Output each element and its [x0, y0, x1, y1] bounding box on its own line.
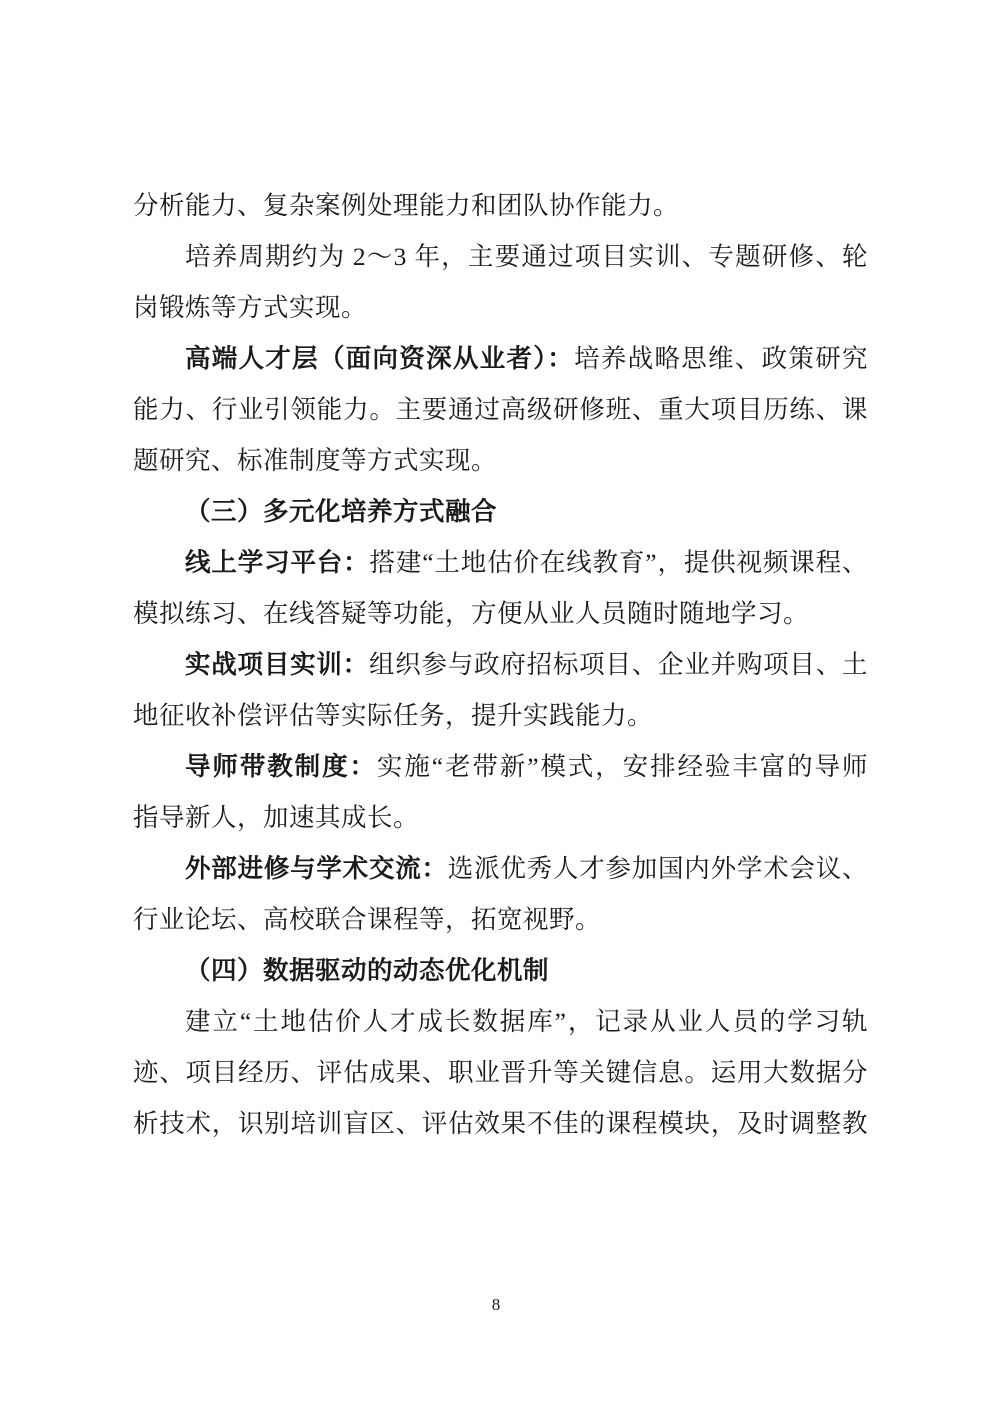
- text-run: 选派优秀人才参加国内外学术会议、: [447, 854, 868, 883]
- text-run: 能力、行业引领能力。主要通过高级研修班、重大项目历练、课: [133, 395, 868, 424]
- text-run: 行业论坛、高校联合课程等，拓宽视野。: [133, 905, 602, 934]
- bold-label: 高端人才层（面向资深从业者）：: [185, 344, 575, 373]
- text-line: [133, 180, 868, 231]
- text-line: [133, 843, 868, 894]
- text-line: [133, 231, 868, 282]
- text-line: [133, 588, 868, 639]
- document-body: [133, 180, 868, 1149]
- text-run: 培养周期约为 2～3 年，主要通过项目实训、专题研修、轮: [185, 242, 868, 271]
- text-run: 题研究、标准制度等方式实现。: [133, 446, 498, 475]
- text-line: [133, 1098, 868, 1149]
- section-heading: [133, 945, 868, 996]
- text-line: [133, 537, 868, 588]
- text-run: 地征收补偿评估等实际任务，提升实践能力。: [133, 701, 654, 730]
- text-run: 实施“老带新”模式，安排经验丰富的导师: [376, 752, 868, 781]
- text-run: 岗锻炼等方式实现。: [133, 293, 368, 322]
- text-line: [133, 1047, 868, 1098]
- text-line: [133, 792, 868, 843]
- bold-label: 导师带教制度：: [185, 752, 377, 781]
- bold-label: 外部进修与学术交流：: [185, 854, 448, 883]
- text-run: 迹、项目经历、评估成果、职业晋升等关键信息。运用大数据分: [133, 1058, 868, 1087]
- text-run: 指导新人，加速其成长。: [133, 803, 420, 832]
- text-line: [133, 282, 868, 333]
- text-run: 搭建“土地估价在线教育”，提供视频课程、: [369, 548, 868, 577]
- text-run: 培养战略思维、政策研究: [574, 344, 868, 373]
- text-line: [133, 690, 868, 741]
- text-run: 模拟练习、在线答疑等功能，方便从业人员随时随地学习。: [133, 599, 810, 628]
- section-heading: [133, 486, 868, 537]
- text-run: 组织参与政府招标项目、企业并购项目、土: [368, 650, 868, 679]
- text-run: 分析能力、复杂案例处理能力和团队协作能力。: [133, 191, 680, 220]
- bold-label: 线上学习平台：: [185, 548, 370, 577]
- text-line: [133, 333, 868, 384]
- bold-label: 实战项目实训：: [185, 650, 369, 679]
- text-run: 析技术，识别培训盲区、评估效果不佳的课程模块，及时调整教: [133, 1109, 868, 1138]
- text-line: [133, 384, 868, 435]
- bold-label: （三）多元化培养方式融合: [185, 497, 498, 526]
- text-line: [133, 894, 868, 945]
- text-line: [133, 741, 868, 792]
- text-line: [133, 996, 868, 1047]
- text-run: 建立“土地估价人才成长数据库”，记录从业人员的学习轨: [185, 1007, 868, 1036]
- bold-label: （四）数据驱动的动态优化机制: [185, 956, 550, 985]
- text-line: [133, 435, 868, 486]
- page-number: 8: [491, 1295, 501, 1314]
- text-line: [133, 639, 868, 690]
